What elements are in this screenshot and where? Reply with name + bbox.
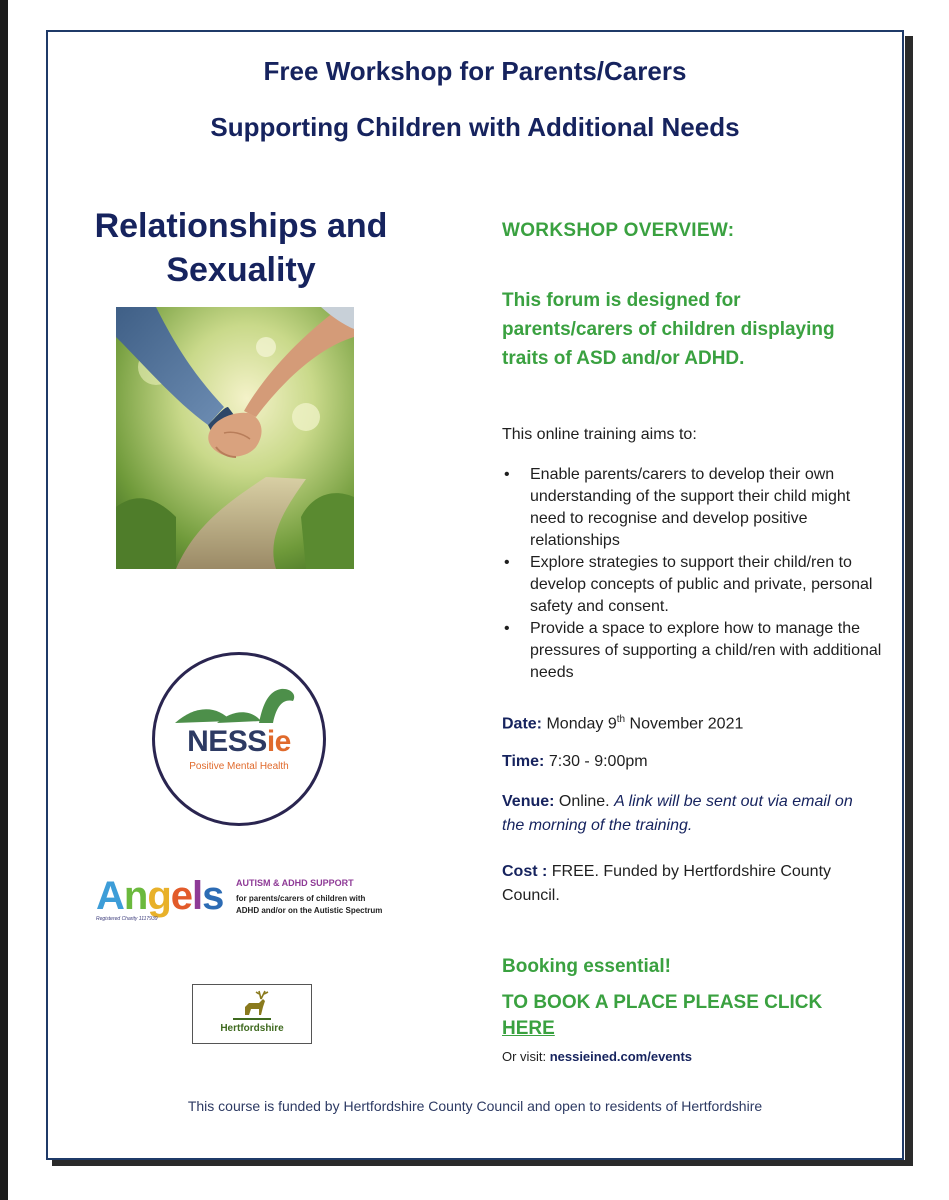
booking-cta: [502, 990, 832, 1042]
nessie-tagline: Positive Mental Health: [189, 761, 289, 772]
angels-letter: g: [147, 874, 171, 918]
left-edge-strip: [0, 0, 8, 1200]
booking-cta-text: TO BOOK A PLACE PLEASE CLICK: [502, 992, 823, 1013]
cost-value: FREE. Funded by Hertfordshire County Council.: [502, 863, 832, 904]
date-value: Monday 9: [546, 715, 617, 733]
venue-note: A link will be sent out via email on the morning of the training.: [502, 793, 853, 834]
topic-title: [66, 204, 416, 292]
flyer-shadow-bottom: [52, 1160, 913, 1166]
footer-note: This course is funded by Hertfordshire County Council and open to residents of Hertfordshire: [187, 1098, 763, 1114]
date-label: Date:: [502, 715, 543, 733]
nessie-logo: [152, 652, 326, 826]
date-suffix: th: [616, 714, 626, 725]
nessie-word-main: NESS: [187, 725, 267, 758]
time-value: 7:30 - 9:00pm: [548, 753, 648, 770]
hertfordshire-label: Hertfordshire: [220, 1023, 284, 1034]
date-rest: November 2021: [629, 715, 744, 733]
angels-letter: n: [123, 874, 148, 918]
date-line: [502, 708, 743, 736]
visit-url[interactable]: nessieined.com/events: [549, 1049, 693, 1064]
angels-letter: e: [170, 874, 193, 918]
hertfordshire-logo: [192, 984, 312, 1044]
header-line-2: Supporting Children with Additional Needs: [210, 112, 740, 142]
angels-wordmark: [96, 874, 223, 919]
angels-logo: [96, 872, 416, 932]
aims-intro: This online training aims to:: [502, 426, 697, 443]
visit-label: Or visit:: [502, 1049, 547, 1064]
aims-list: [502, 464, 882, 684]
angels-charity-number: Registered Charity 1117939: [96, 916, 158, 922]
venue-value: Online.: [558, 793, 610, 810]
holding-hands-photo: [116, 307, 354, 569]
booking-essential: Booking essential!: [502, 956, 671, 977]
topic-line-2: Sexuality: [166, 251, 316, 289]
nessie-wordmark: [155, 725, 323, 759]
flyer-shadow-right: [905, 36, 913, 1164]
overview-heading: WORKSHOP OVERVIEW:: [502, 220, 735, 241]
aims-item: • Provide a space to explore how to manage the pressures of supporting a child/ren with additional needs: [502, 618, 882, 684]
time-label: Time:: [502, 753, 545, 770]
nessie-hills-icon: [155, 655, 323, 735]
angels-subline-2: ADHD and/or on the Autistic Spectrum: [236, 906, 383, 915]
overview-description: This forum is designed for parents/carers of children displaying traits of ASD and/or ADHD.: [502, 290, 835, 369]
time-line: [502, 750, 648, 774]
booking-link[interactable]: HERE: [502, 1018, 555, 1039]
topic-line-1: Relationships and: [94, 207, 388, 245]
cost-line: [502, 860, 862, 908]
hart-deer-icon: [193, 985, 311, 1023]
header-line-1: Free Workshop for Parents/Carers: [263, 56, 687, 86]
visit-line: [502, 1049, 692, 1064]
nessie-word-ie: ie: [266, 725, 291, 758]
flyer: [46, 30, 904, 1160]
angels-heading: AUTISM & ADHD SUPPORT: [236, 878, 354, 888]
cost-label: Cost :: [502, 863, 548, 880]
venue-line: [502, 790, 862, 838]
holding-hands-image: [116, 307, 354, 569]
angels-letter: s: [202, 874, 224, 918]
angels-subline-1: for parents/carers of children with: [236, 894, 366, 903]
angels-letter: A: [96, 874, 124, 918]
venue-label: Venue:: [502, 793, 555, 810]
aims-item: • Enable parents/carers to develop their own understanding of the support their child might need to recognise and develop positive relationships: [502, 464, 882, 552]
angels-letter: l: [192, 874, 203, 918]
aims-item: • Explore strategies to support their child/ren to develop concepts of public and private, personal safety and consent.: [502, 552, 882, 618]
